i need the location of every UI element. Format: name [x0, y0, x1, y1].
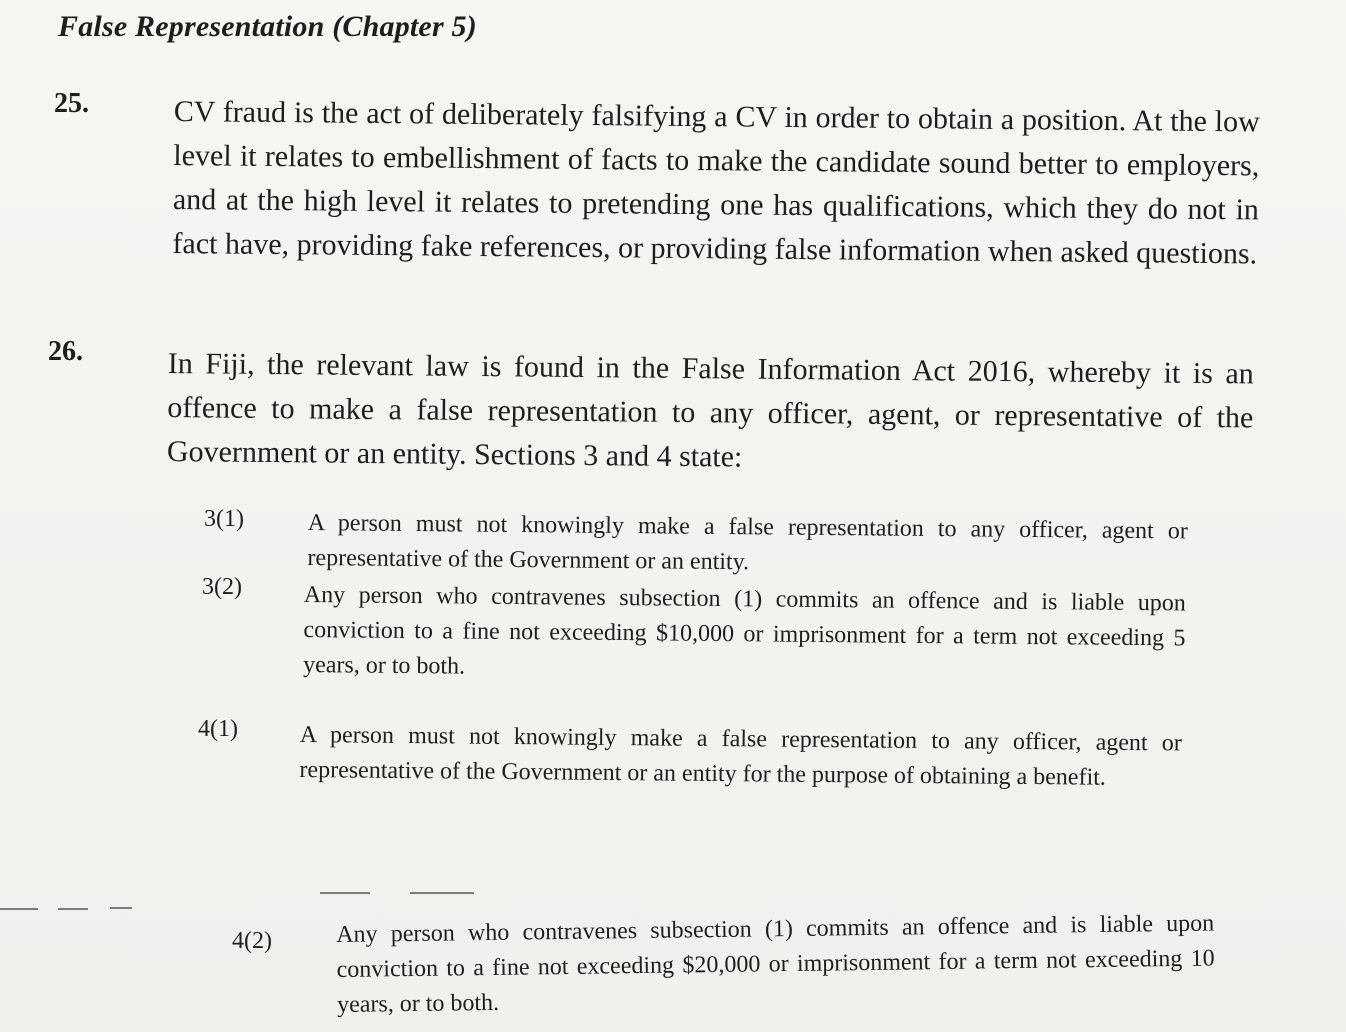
section-number: 4(2): [232, 928, 272, 954]
section-number: 4(1): [198, 716, 238, 742]
section-number: 3(1): [204, 506, 244, 532]
page-break-dash: [58, 908, 88, 910]
section-heading: False Representation (Chapter 5): [58, 10, 477, 43]
page-break-dash: [410, 892, 474, 894]
paragraph-text: CV fraud is the act of deliberately falsifying a CV in order to obtain a position. At the low level it relates to embellishment of facts to make the candidate sound better to employers, and at the high level it relates to pretending one has qualifications, which they do not in fact have, providing fake references, or providing false information when asked questions.: [172, 94, 1260, 271]
paragraph-number: 25.: [54, 88, 89, 119]
page-break-dash: [110, 907, 132, 909]
section-text: A person must not knowingly make a false representation to any officer, agent or representative of the Government or an entity.: [307, 509, 1188, 576]
section-text: Any person who contravenes subsection (1) commits an offence and is liable upon conviction to a fine not exceeding $10,000 or imprisonment for a term not exceeding 5 years, or to both.: [303, 581, 1186, 680]
paragraph-text: In Fiji, the relevant law is found in the False Information Act 2016, whereby it is an offence to make a false representation to any officer, agent, or representative of the Government or an entity. Sections 3 and 4 state:: [166, 346, 1254, 474]
page-break-dash: [320, 892, 370, 894]
section-text: A person must not knowingly make a false representation to any officer, agent or representative of the Government or an entity for the purpose of obtaining a benefit.: [299, 721, 1182, 791]
section-number: 3(2): [202, 574, 242, 600]
paragraph-number: 26.: [48, 336, 83, 367]
page-break-dash: [0, 908, 38, 910]
section-text: Any person who contravenes subsection (1) commits an offence and is liable upon conviction to a fine not exceeding $20,000 or imprisonment for a term not exceeding 10 years, or to both.: [336, 910, 1215, 1018]
